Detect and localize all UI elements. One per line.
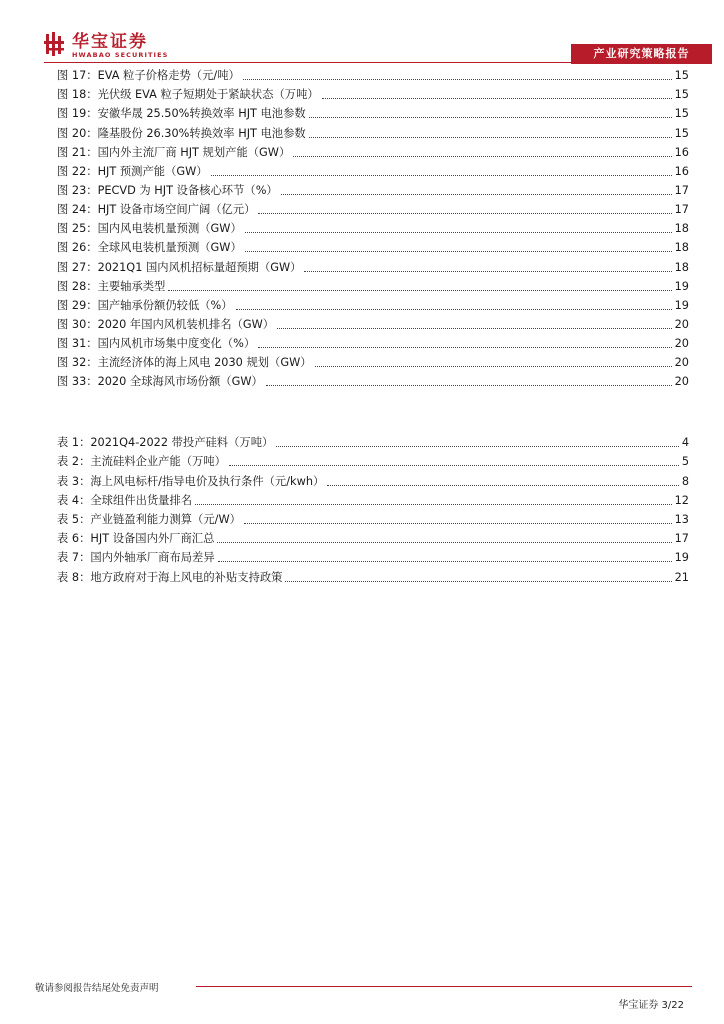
- dot-leader: [285, 581, 671, 582]
- figure-toc-entry[interactable]: [57, 334, 689, 353]
- toc-entry-page: 4: [681, 436, 689, 450]
- report-type-badge: 产业研究策略报告: [571, 44, 712, 64]
- toc-entry-title: 全球组件出货量排名: [90, 493, 193, 507]
- table-toc-entry[interactable]: [57, 471, 689, 490]
- figure-toc-entry[interactable]: [57, 181, 689, 200]
- figure-toc-entry[interactable]: [57, 162, 689, 181]
- table-toc-entry[interactable]: [57, 433, 689, 452]
- toc-entry-label: 图 17：: [57, 69, 98, 83]
- figure-toc-entry[interactable]: [57, 85, 689, 104]
- toc-entry-page: 15: [674, 88, 689, 102]
- dot-leader: [258, 213, 671, 214]
- figure-toc-entry[interactable]: [57, 143, 689, 162]
- toc-entry-label: 图 22：: [57, 164, 98, 178]
- toc-entry-title: 主要轴承类型: [97, 279, 166, 293]
- toc-entry-page: 13: [674, 512, 689, 526]
- toc-entry-title: 地方政府对于海上风电的补贴支持政策: [90, 570, 283, 584]
- table-toc-entry[interactable]: [57, 567, 689, 586]
- toc-entry-page: 17: [674, 203, 689, 217]
- header-divider: [44, 62, 571, 63]
- table-toc-entry[interactable]: [57, 491, 689, 510]
- toc-entry-title: HJT 预测产能（GW）: [97, 164, 208, 178]
- toc-entry-title: HJT 设备市场空间广阔（亿元）: [97, 203, 256, 217]
- toc-entry-page: 20: [674, 337, 689, 351]
- toc-entry-title: 国内风电装机量预测（GW）: [97, 222, 242, 236]
- toc-entry-label: 表 3：: [57, 474, 91, 488]
- toc-entry-label: 图 19：: [57, 107, 98, 121]
- toc-entry-title: 国内外轴承厂商布局差异: [90, 551, 215, 565]
- dot-leader: [276, 446, 679, 447]
- toc-entry-page: 21: [674, 570, 689, 584]
- logo-chinese-name: 华宝证券: [72, 32, 148, 52]
- toc-entry-page: 19: [674, 551, 689, 565]
- dot-leader: [195, 504, 672, 505]
- toc-entry-title: 主流经济体的海上风电 2030 规划（GW）: [97, 356, 312, 370]
- table-toc-entry[interactable]: [57, 548, 689, 567]
- toc-entry-title: 主流硅料企业产能（万吨）: [90, 455, 226, 469]
- dot-leader: [244, 523, 672, 524]
- toc-entry-label: 图 20：: [57, 126, 98, 140]
- toc-entry-page: 20: [674, 356, 689, 370]
- toc-entry-title: 国内外主流厂商 HJT 规划产能（GW）: [97, 145, 291, 159]
- toc-entry-title: PECVD 为 HJT 设备核心环节（%）: [97, 183, 278, 197]
- dot-leader: [309, 137, 672, 138]
- toc-entry-title: 全球风电装机量预测（GW）: [97, 241, 242, 255]
- toc-entry-label: 图 28：: [57, 279, 98, 293]
- dot-leader: [327, 485, 679, 486]
- dot-leader: [243, 79, 672, 80]
- dot-leader: [217, 542, 671, 543]
- company-logo: [44, 32, 168, 59]
- toc-entry-label: 图 30：: [57, 317, 98, 331]
- dot-leader: [277, 328, 672, 329]
- figure-toc-entry[interactable]: [57, 353, 689, 372]
- toc-entry-title: EVA 粒子价格走势（元/吨）: [97, 69, 240, 83]
- toc-entry-label: 表 6：: [57, 532, 91, 546]
- toc-entry-title: 隆基股份 26.30%转换效率 HJT 电池参数: [97, 126, 306, 140]
- dot-leader: [258, 347, 671, 348]
- toc-entry-label: 图 29：: [57, 298, 98, 312]
- toc-entry-page: 18: [674, 241, 689, 255]
- toc-entry-page: 8: [681, 474, 689, 488]
- toc-entry-label: 图 25：: [57, 222, 98, 236]
- toc-entry-label: 图 21：: [57, 145, 98, 159]
- toc-entry-label: 图 26：: [57, 241, 98, 255]
- figure-toc-entry[interactable]: [57, 66, 689, 85]
- toc-entry-page: 19: [674, 298, 689, 312]
- toc-entry-title: 国内风机市场集中度变化（%）: [97, 337, 256, 351]
- toc-entry-label: 图 18：: [57, 88, 98, 102]
- toc-entry-label: 表 2：: [57, 455, 91, 469]
- logo-mark-icon: [44, 32, 66, 56]
- page-header: [0, 0, 724, 68]
- toc-entry-page: 15: [674, 107, 689, 121]
- figure-toc-entry[interactable]: [57, 200, 689, 219]
- toc-entry-title: 国产轴承份额仍较低（%）: [97, 298, 233, 312]
- toc-entry-title: 海上风电标杆/指导电价及执行条件（元/kwh）: [90, 474, 325, 488]
- footer-divider: [196, 986, 692, 987]
- figure-toc-entry[interactable]: [57, 238, 689, 257]
- toc-entry-label: 图 27：: [57, 260, 98, 274]
- toc-entry-page: 17: [674, 183, 689, 197]
- toc-entry-title: 光伏级 EVA 粒子短期处于紧缺状态（万吨）: [97, 88, 319, 102]
- toc-entry-page: 17: [674, 532, 689, 546]
- toc-entry-page: 16: [674, 164, 689, 178]
- toc-entry-title: 2020 年国内风机装机排名（GW）: [97, 317, 275, 331]
- toc-entry-label: 图 33：: [57, 375, 98, 389]
- dot-leader: [315, 366, 672, 367]
- figure-toc-entry[interactable]: [57, 372, 689, 391]
- dot-leader: [304, 271, 671, 272]
- toc-entry-label: 表 4：: [57, 493, 91, 507]
- toc-entry-title: 安徽华晟 25.50%转换效率 HJT 电池参数: [97, 107, 306, 121]
- table-list: [57, 433, 689, 587]
- toc-entry-page: 18: [674, 260, 689, 274]
- table-toc-entry[interactable]: [57, 529, 689, 548]
- toc-entry-page: 20: [674, 317, 689, 331]
- logo-english-name: HWABAO SECURITIES: [72, 51, 169, 59]
- dot-leader: [281, 194, 672, 195]
- toc-entry-title: HJT 设备国内外厂商汇总: [90, 532, 215, 546]
- dot-leader: [245, 251, 672, 252]
- dot-leader: [245, 232, 672, 233]
- toc-entry-page: 20: [674, 375, 689, 389]
- table-toc-entry[interactable]: [57, 510, 689, 529]
- toc-entry-label: 图 23：: [57, 183, 98, 197]
- toc-entry-page: 16: [674, 145, 689, 159]
- toc-entry-label: 表 1：: [57, 436, 91, 450]
- dot-leader: [168, 290, 671, 291]
- figure-toc-entry[interactable]: [57, 277, 689, 296]
- figure-toc-entry[interactable]: [57, 315, 689, 334]
- toc-entry-label: 图 32：: [57, 356, 98, 370]
- toc-entry-label: 图 31：: [57, 337, 98, 351]
- figure-toc-entry[interactable]: [57, 123, 689, 142]
- toc-entry-page: 15: [674, 69, 689, 83]
- toc-entry-title: 2020 全球海风市场份额（GW）: [97, 375, 263, 389]
- toc-entry-title: 产业链盈利能力测算（元/W）: [90, 512, 241, 526]
- page-number: 华宝证券 3/22: [618, 1000, 684, 1011]
- figure-toc-entry[interactable]: [57, 104, 689, 123]
- figure-toc-entry[interactable]: [57, 257, 689, 276]
- toc-entry-label: 表 5：: [57, 512, 91, 526]
- toc-entry-label: 表 7：: [57, 551, 91, 565]
- dot-leader: [218, 561, 672, 562]
- toc-entry-page: 12: [674, 493, 689, 507]
- figure-toc-entry[interactable]: [57, 219, 689, 238]
- dot-leader: [322, 98, 672, 99]
- dot-leader: [229, 465, 679, 466]
- toc-entry-page: 15: [674, 126, 689, 140]
- toc-entry-page: 5: [681, 455, 689, 469]
- dot-leader: [236, 309, 672, 310]
- dot-leader: [309, 117, 672, 118]
- dot-leader: [293, 156, 671, 157]
- figure-list: [57, 66, 689, 391]
- figure-toc-entry[interactable]: [57, 296, 689, 315]
- dot-leader: [211, 175, 672, 176]
- table-toc-entry[interactable]: [57, 452, 689, 471]
- disclaimer-text: 敬请参阅报告结尾处免责声明: [35, 983, 159, 994]
- toc-entry-page: 19: [674, 279, 689, 293]
- toc-entry-label: 表 8：: [57, 570, 91, 584]
- dot-leader: [266, 385, 672, 386]
- toc-entry-label: 图 24：: [57, 203, 98, 217]
- toc-entry-title: 2021Q1 国内风机招标量超预期（GW）: [97, 260, 302, 274]
- toc-entry-title: 2021Q4-2022 带投产硅料（万吨）: [90, 436, 274, 450]
- toc-entry-page: 18: [674, 222, 689, 236]
